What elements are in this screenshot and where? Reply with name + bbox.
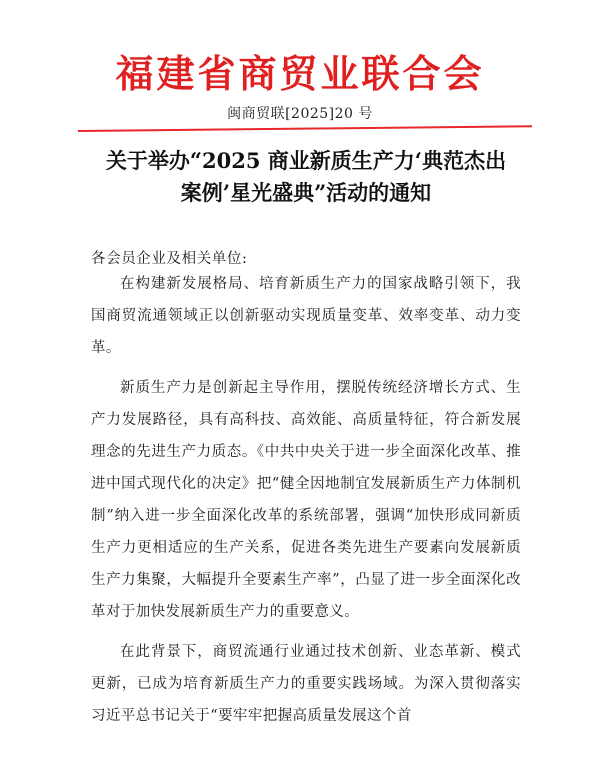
salutation: 各会员企业及相关单位: (91, 251, 248, 267)
red-divider-line (78, 125, 532, 132)
document-number: 闽商贸联[2025]20 号 (227, 106, 373, 122)
notice-body (91, 268, 521, 740)
paragraph: 新质生产力是创新起主导作用，摆脱传统经济增长方式、生产力发展路径，具有高科技、高效能、高质量特征，符合新发展理念的先进生产力质态。《中共中央关于进一步全面深化改革、推进中国式现代化的决定》把“健全因地制宜发展新质生产力体制机制”纳入进一步全面深化改革的系统部署，强调“加快形成同新质生产力更相适应的生产关系，促进各类先进生产要素向发展新质生产力集聚，大幅提升全要素生产率”，凸显了进一步全面深化改革对于加快发展新质生产力的重要意义。 (91, 380, 521, 620)
notice-title: 关于举办“2025 商业新质生产力‘典范杰出案例’星光盛典”活动的通知 (105, 148, 507, 205)
paragraph: 在构建新发展格局、培育新质生产力的国家战略引领下，我国商贸流通领域正以创新驱动实现质量变革、效率变革、动力变革。 (91, 276, 521, 356)
organization-header: 福建省商贸业联合会 (115, 51, 485, 96)
paragraph: 在此背景下，商贸流通行业通过技术创新、业态革新、模式更新，已成为培育新质生产力的重要实践场域。为深入贯彻落实习近平总书记关于“要牢牢把握高质量发展这个首 (91, 644, 521, 724)
